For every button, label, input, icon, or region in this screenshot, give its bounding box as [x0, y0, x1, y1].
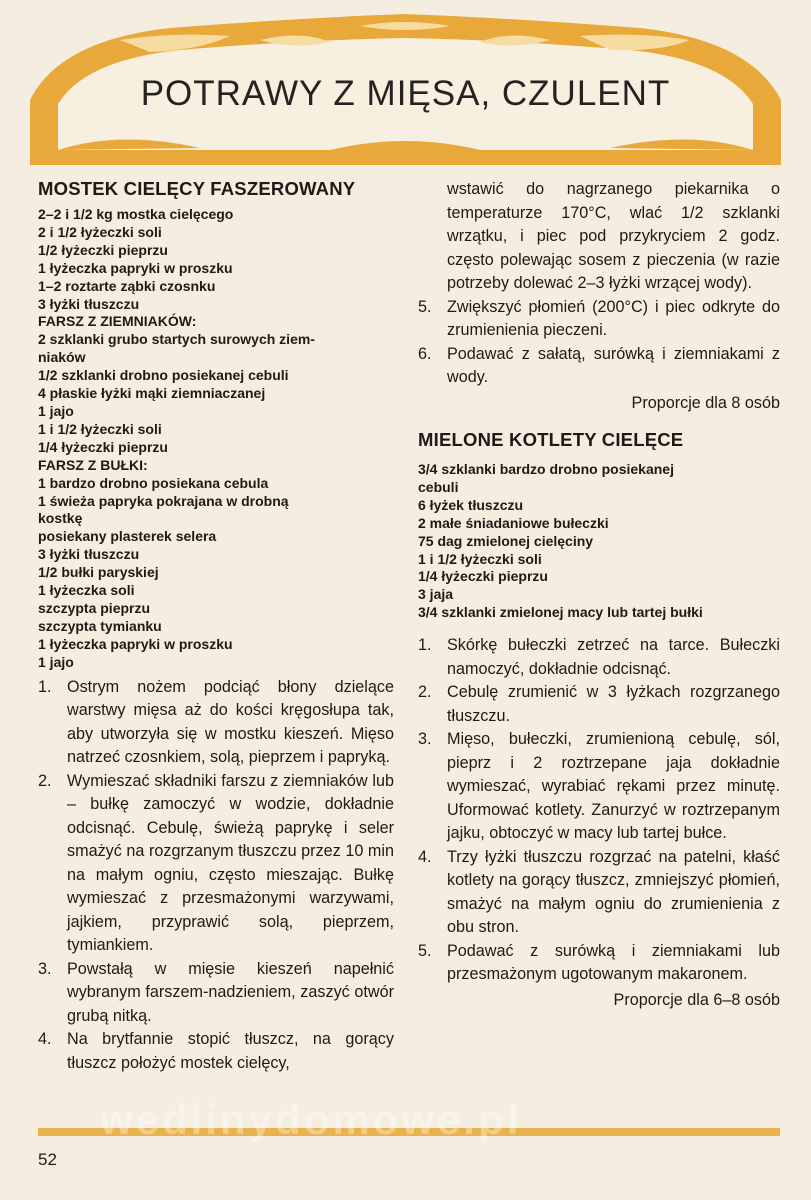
ingredient: 1/4 łyżeczki pieprzu: [418, 568, 548, 585]
ingredient: 2–2 i 1/2 kg mostka cielęcego: [38, 206, 234, 222]
step-text: Podawać z surówką i ziemniakami lub przesmażonym ugotowanym makaronem.: [447, 941, 780, 984]
ingredient: 2 małe śniadaniowe bułeczki: [418, 514, 609, 531]
ingredient: 1 i 1/2 łyżeczki soli: [418, 550, 542, 567]
ingredient: 3/4 szklanki bardzo drobno posiekanej: [418, 461, 674, 477]
ingredient: 3 łyżki tłuszczu: [38, 546, 140, 563]
step-number: 2.: [418, 683, 432, 702]
ingredient: 1 łyżeczka soli: [38, 582, 135, 599]
ingredient: 1/4 łyżeczki pieprzu: [38, 438, 168, 455]
step: [418, 728, 780, 846]
step-text: Wymieszać składniki farszu z ziemniaków lub – bułkę zamoczyć w wodzie, dokładnie odcisnąć. Cebulę, świeżą paprykę i seler smażyć na rozgrzanym tłuszczu przez 10 min na małym ogniu, często mieszając. Bułkę wymieszać z przesmażonymi warzywami, jajkiem, przyprawić solą, pieprzem, tymiankiem.: [67, 771, 394, 955]
step-list: [418, 296, 780, 390]
portions: Proporcje dla 6–8 osób: [613, 990, 780, 1009]
ingredient: 1/2 łyżeczki pieprzu: [38, 241, 168, 258]
ingredient: 3 łyżki tłuszczu: [38, 295, 140, 312]
step-list: [38, 676, 394, 1076]
step-number: 1.: [38, 677, 52, 696]
ingredient: 1 i 1/2 łyżeczki soli: [38, 420, 162, 437]
ingredient: 2 szklanki grubo startych surowych ziem-: [38, 331, 315, 348]
ingredient: kostkę: [38, 510, 83, 527]
step: [418, 681, 780, 728]
section-heading: FARSZ Z BUŁKI:: [38, 456, 148, 473]
ingredient: 3/4 szklanki zmielonej macy lub tartej bułki: [418, 604, 703, 621]
step: [418, 296, 780, 343]
ingredient: 3 jaja: [418, 586, 454, 603]
chapter-title: POTRAWY Z MIĘSA, CZULENT: [140, 74, 671, 113]
ingredient: 75 dag zmielonej cielęciny: [418, 532, 594, 549]
step: [38, 770, 394, 958]
right-column: [418, 178, 780, 1012]
ingredient: 1–2 roztarte ząbki czosnku: [38, 277, 216, 294]
ingredient-list: [38, 206, 394, 672]
step: [418, 846, 780, 940]
ingredient: 1/2 bułki paryskiej: [38, 564, 159, 581]
recipe-title: MIELONE KOTLETY CIELĘCE: [418, 429, 684, 450]
step-number: 4.: [38, 1030, 52, 1049]
ingredient: 1 łyżeczka papryki w proszku: [38, 259, 233, 276]
step-text: Mięso, bułeczki, zrumienioną cebulę, sól, pieprz i 2 roztrzepane jaja dokładnie wymieszać, wyrabiać rękami przez minutę. Uformować kotlety. Zanurzyć w roztrzepanym jajku, obtoczyć w macy lub tartej bułce.: [447, 730, 780, 843]
step-continuation: wstawić do nagrzanego piekarnika o temperaturze 170°C, wlać 1/2 szklanki wrzątku, i piec pod przykryciem 2 godz. często polewając sosem z pieczenia (w razie potrzeby dolewać 2–3 łyżki wrzącej wody).: [447, 180, 780, 292]
step-number: 2.: [38, 771, 52, 790]
ingredient-list: [418, 461, 780, 622]
step: [38, 958, 394, 1029]
step-number: 5.: [418, 297, 432, 316]
watermark: wedlinydomowe.pl: [100, 1096, 522, 1143]
step-text: Cebulę zrumienić w 3 łyżkach rozgrzanego tłuszczu.: [447, 683, 780, 725]
step-number: 1.: [418, 636, 432, 655]
step: [418, 343, 780, 390]
step-number: 6.: [418, 344, 432, 363]
step-text: Skórkę bułeczki zetrzeć na tarce. Bułeczki namoczyć, dokładnie odcisnąć.: [447, 636, 780, 678]
step-number: 3.: [418, 730, 432, 749]
step: [418, 940, 780, 987]
step: [38, 676, 394, 770]
ingredient: 1 jajo: [38, 402, 74, 419]
step-number: 5.: [418, 941, 432, 960]
ingredient: 6 łyżek tłuszczu: [418, 496, 524, 513]
ingredient: 1 świeża papryka pokrajana w drobną: [38, 492, 289, 509]
ingredient: 1 jajo: [38, 653, 74, 670]
step-text: Trzy łyżki tłuszczu rozgrzać na patelni, kłaść kotlety na gorący tłuszcz, zmniejszyć płomień, smażyć na małym ogniu do zrumienienia z obu stron.: [447, 847, 780, 937]
ingredient: cebuli: [418, 478, 459, 495]
page-number: 52: [38, 1150, 57, 1169]
ingredient: 1 bardzo drobno posiekana cebula: [38, 474, 269, 491]
section-heading: FARSZ Z ZIEMNIAKÓW:: [38, 313, 197, 330]
ingredient: 4 płaskie łyżki mąki ziemniaczanej: [38, 385, 266, 402]
step-number: 4.: [418, 847, 432, 866]
ingredient: 1 łyżeczka papryki w proszku: [38, 635, 233, 652]
ingredient: niaków: [38, 349, 86, 366]
step: [418, 634, 780, 681]
step-text: Na brytfannie stopić tłuszcz, na gorący tłuszcz położyć mostek cielęcy,: [67, 1030, 394, 1072]
recipe-title: MOSTEK CIELĘCY FASZEROWANY: [38, 178, 356, 199]
portions: Proporcje dla 8 osób: [631, 393, 780, 412]
step-text: Podawać z sałatą, surówką i ziemniakami z wody.: [447, 344, 780, 386]
step-text: Ostrym nożem podciąć błony dzielące warstwy mięsa aż do kości kręgosłupa tak, aby utworzyła się w mostku kieszeń. Mięso natrzeć czosnkiem, solą, pieprzem i papryką.: [67, 677, 394, 767]
ingredient: 2 i 1/2 łyżeczki soli: [38, 223, 162, 240]
ingredient: szczypta tymianku: [38, 617, 162, 634]
ingredient: szczypta pieprzu: [38, 599, 151, 616]
left-column: [38, 178, 394, 1075]
ingredient: 1/2 szklanki drobno posiekanej cebuli: [38, 367, 289, 384]
ingredient: posiekany plasterek selera: [38, 528, 217, 545]
step-text: Powstałą w mięsie kieszeń napełnić wybranym farszem-nadzieniem, zaszyć otwór grubą nitką.: [67, 959, 394, 1025]
step-text: Zwiększyć płomień (200°C) i piec odkryte do zrumienienia pieczeni.: [447, 297, 780, 339]
step-list: [418, 634, 780, 987]
step: [38, 1028, 394, 1075]
step-number: 3.: [38, 959, 52, 978]
